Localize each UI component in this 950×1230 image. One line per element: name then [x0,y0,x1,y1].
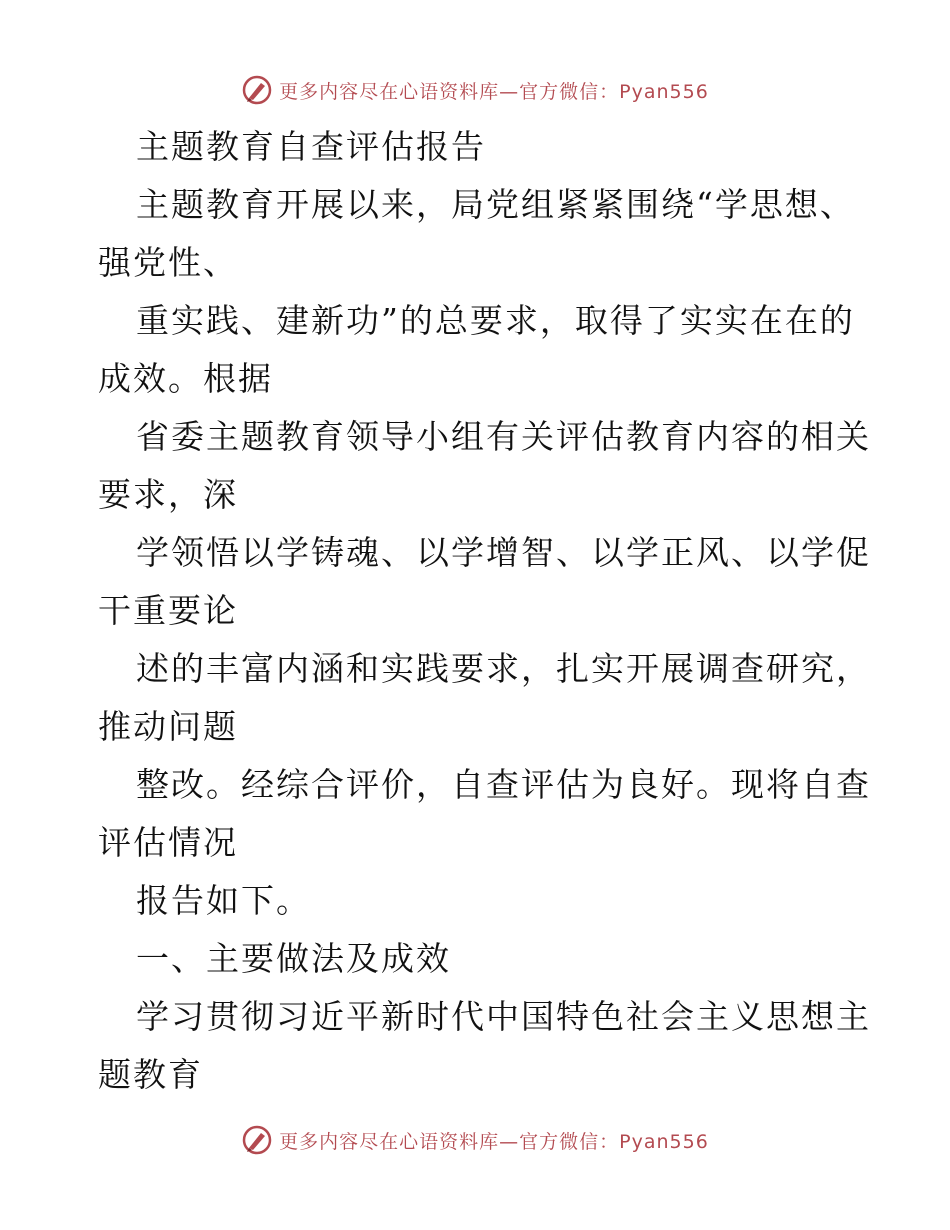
text-line: 学领悟以学铸魂、以学增智、以学正风、以学促 [136,533,871,572]
pen-circle-icon [241,74,273,106]
text-line: 题教育 [98,1055,203,1094]
text-line: 主题教育自查评估报告 [136,127,486,166]
header-watermark [0,70,950,110]
text-line: 干重要论 [98,591,238,630]
text-line: 省委主题教育领导小组有关评估教育内容的相关 [136,417,871,456]
text-line: 成效。根据 [98,359,273,398]
footer-watermark [0,1120,950,1160]
pen-circle-icon [241,1124,273,1156]
text-line: 一、主要做法及成效 [136,939,451,978]
text-line: 学习贯彻习近平新时代中国特色社会主义思想主 [136,997,871,1036]
text-line: 推动问题 [98,707,238,746]
text-line: 述的丰富内涵和实践要求，扎实开展调查研究， [136,649,871,688]
text-line: 要求，深 [98,475,238,514]
text-line: 重实践、建新功”的总要求，取得了实实在在的 [136,301,855,340]
watermark-text: 更多内容尽在心语资料库—官方微信：Pyan556 [279,80,709,103]
text-line: 评估情况 [98,823,238,862]
text-line: 主题教育开展以来，局党组紧紧围绕“学思想、 [136,185,855,224]
watermark-text: 更多内容尽在心语资料库—官方微信：Pyan556 [279,1130,709,1153]
text-line: 整改。经综合评价，自查评估为良好。现将自查 [136,765,871,804]
text-line: 强党性、 [98,243,238,282]
document-body [98,118,871,1104]
text-line: 报告如下。 [136,881,311,920]
